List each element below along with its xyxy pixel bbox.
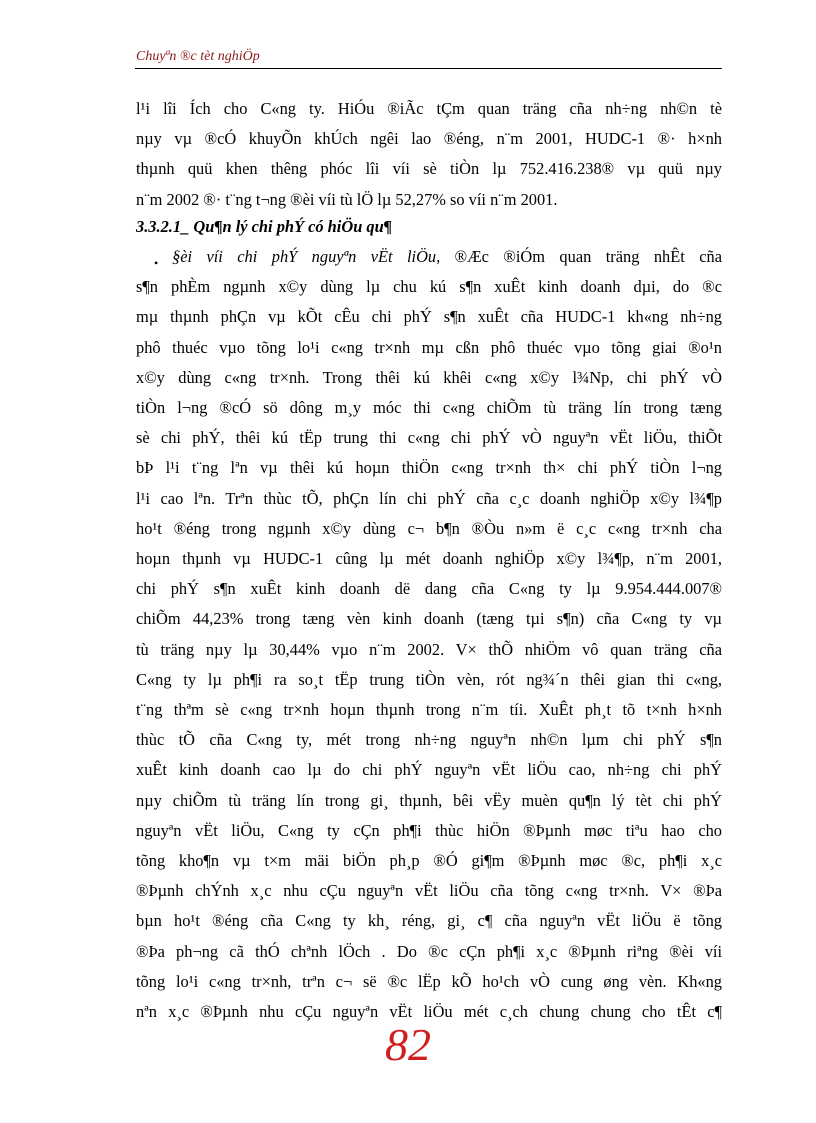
bullet-line: ®Þa ph¬ng cã thÓ chªnh lÖch . Do ®c cÇn ph¶i x¸c ®Þµnh riªng ®èi víi — [136, 941, 722, 961]
bullet-line: thùc tÕ cña C«ng ty, mét trong nh÷ng nguyªn nh©n lµm chi phÝ s¶n — [136, 730, 722, 750]
bullet-line: t¨ng thªm sè c«ng tr×nh hoµn thµnh trong n¨m tíi. XuÊt ph¸t tõ t×nh h×nh — [136, 700, 722, 720]
header-rule — [135, 68, 722, 69]
bullet-symbol: • — [154, 256, 159, 270]
bullet-lead-text: §èi víi chi phÝ nguyªn vËt liÖu, — [172, 247, 441, 266]
bullet-line: l¹i cao lªn. Trªn thùc tÕ, phÇn lín chi phÝ cña c¸c doanh nghiÖp x©y l¾¶p — [136, 488, 722, 508]
bullet-line: phô thuéc vµo tõng lo¹i c«ng tr×nh mµ cßn phô thuéc vµo tõng giai ®o¹n — [136, 337, 722, 357]
bullet-line: bÞ l¹i t¨ng lªn vµ thêi kú hoµn thiÖn c«ng tr×nh th× chi phÝ tiÒn l¬ng — [136, 458, 722, 478]
bullet-line: tù träng nµy lµ 30,44% vµo n¨m 2002. V× thÕ nhiÖm vô quan träng cña — [136, 639, 722, 659]
bullet-line: ®Þµnh chÝnh x¸c nhu cÇu nguyªn vËt liÖu cña tõng c«ng tr×nh. V× ®Þa — [136, 881, 722, 901]
bullet-line: bµn ho¹t ®éng cña C«ng ty kh¸ réng, gi¸ c¶ cña nguyªn vËt liÖu ë tõng — [136, 911, 722, 931]
intro-line: n¨m 2002 ®· t¨ng t¬ng ®èi víi tù lÖ lµ 52,27% so víi n¨m 2001. — [136, 189, 558, 209]
bullet-line: chiÕm 44,23% trong tæng vèn kinh doanh (tæng tµi s¶n) cña C«ng ty vµ — [136, 609, 722, 629]
bullet-line: hoµn thµnh vµ HUDC-1 cûng lµ mét doanh nghiÖp x©y l¾¶p, n¨m 2001, — [136, 549, 722, 569]
intro-line: nµy vµ ®cÓ khuyÕn khÚch ngêi lao ®éng, n¨m 2001, HUDC-1 ®· h×nh — [136, 129, 722, 149]
bullet-line: nµy chiÕm tù träng lín trong gi¸ thµnh, bêi vËy muèn qu¶n lý tèt chi phÝ — [136, 790, 722, 810]
bullet-line: chi phÝ s¶n xuÊt kinh doanh dë dang cña C«ng ty lµ 9.954.444.007® — [136, 579, 722, 599]
bullet-line: x©y dùng c«ng tr×nh. Trong thêi kú khêi c«ng x©y l¾Np, chi phÝ vÒ — [136, 367, 722, 387]
bullet-line: tiÒn l¬ng ®cÓ sö dông m¸y móc thi c«ng chiÕm tù träng lín trong tæng — [136, 398, 722, 418]
bullet-line: sè chi phÝ, thêi kú tËp trung thi c«ng chi phÝ vÒ nguyªn vËt liÖu, thiÕt — [136, 428, 722, 448]
bullet-line: C«ng ty lµ ph¶i ra so¸t tËp trung tiÒn vèn, rót ng¾´n thêi gian thi c«ng, — [136, 669, 722, 689]
page-number: 82 — [385, 1019, 431, 1070]
bullet-line: xuÊt kinh doanh cao lµ do chi phÝ nguyªn vËt liÖu cao, nh÷ng chi phÝ — [136, 760, 722, 780]
running-header-title: Chuyªn ®c tèt nghiÖp — [136, 49, 260, 64]
bullet-line: nguyªn vËt liÖu, C«ng ty cÇn ph¶i thùc hiÖn ®Þµnh møc tiªu hao cho — [136, 820, 722, 840]
intro-line: thµnh quü khen thêng phóc lîi víi sè tiÒn lµ 752.416.238® vµ quü nµy — [136, 159, 722, 179]
intro-paragraph — [136, 94, 722, 215]
bullet-line: s¶n phÈm ngµnh x©y dùng lµ chu kú s¶n xuÊt kinh doanh dµi, do ®c — [136, 277, 722, 297]
bullet-paragraph — [136, 242, 722, 1027]
bullet-line: ho¹t ®éng trong ngµnh x©y dùng c¬ b¶n ®Òu n»m ë c¸c c«ng tr×nh cha — [136, 518, 722, 538]
bullet-first-line — [136, 242, 722, 272]
bullet-line: tõng kho¶n vµ t×m mäi biÖn ph¸p ®Ó gi¶m ®Þµnh møc ®c, ph¶i x¸c — [136, 851, 722, 871]
bullet-line: mµ thµnh phÇn vµ kÕt cÊu chi phÝ s¶n xuÊt cña HUDC-1 kh«ng nh÷ng — [136, 307, 722, 327]
bullet-line: tõng lo¹i c«ng tr×nh, trªn c¬ së ®c lËp kÕ ho¹ch vÒ cung øng vèn. Kh«ng — [136, 971, 722, 991]
bullet-line: nªn x¸c ®Þµnh nhu cÇu nguyªn vËt liÖu mét c¸ch chung chung cho tÊt c¶ — [136, 1002, 722, 1022]
bullet-first-line-rest: ®Æc ®iÓm quan träng nhÊt cña — [440, 247, 722, 266]
intro-line: l¹i lîi Ích cho C«ng ty. HiÓu ®iÃc tÇm quan träng cña nh÷ng nh©n tè — [136, 99, 722, 118]
section-heading: 3.3.2.1_ Qu¶n lý chi phÝ có hiÖu qu¶ — [136, 217, 392, 236]
